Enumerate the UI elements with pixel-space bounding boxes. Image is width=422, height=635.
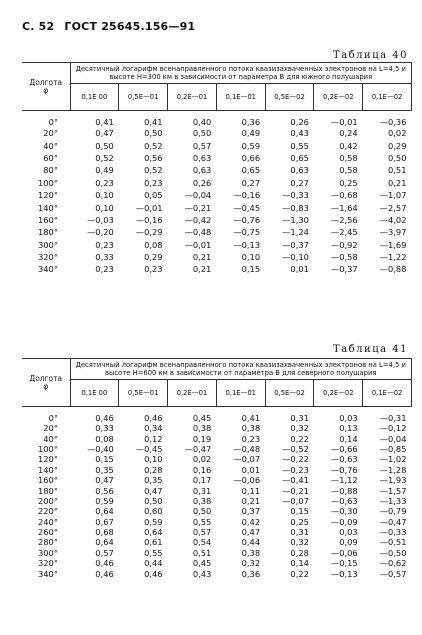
- longitude-cell: 180°: [38, 227, 58, 238]
- table-row: [22, 433, 412, 443]
- longitude-cell: 260°: [38, 527, 58, 538]
- value-cell: 0,50: [192, 128, 212, 139]
- value-cell: —0,57: [379, 568, 407, 579]
- value-cell: 0,23: [241, 433, 261, 444]
- longitude-cell: 80°: [43, 165, 58, 176]
- longitude-cell: 300°: [38, 239, 58, 250]
- value-cell: 0,10: [95, 202, 114, 213]
- value-cell: —0,01: [135, 202, 163, 213]
- parameter-column-header: 0,5E—02: [265, 84, 314, 111]
- value-cell: 0,57: [95, 547, 114, 558]
- table-row: [22, 537, 412, 547]
- longitude-symbol: φ: [43, 381, 49, 391]
- value-cell: 0,22: [290, 433, 309, 444]
- value-cell: —0,42: [184, 214, 212, 225]
- value-cell: 0,10: [95, 190, 114, 201]
- value-cell: 0,41: [95, 117, 114, 127]
- value-cell: 0,64: [144, 527, 163, 538]
- table-row: [22, 423, 412, 433]
- longitude-cell: 20°: [43, 423, 58, 434]
- value-cell: 0,31: [290, 413, 309, 423]
- page-number: С. 52: [22, 20, 55, 33]
- value-cell: —0,07: [233, 454, 261, 465]
- table-row: [22, 111, 412, 128]
- value-cell: 0,61: [144, 537, 163, 548]
- table-row: [22, 568, 412, 578]
- value-cell: 0,41: [144, 117, 163, 127]
- value-cell: 0,15: [95, 454, 114, 465]
- parameter-column-header: 0,2E—02: [314, 380, 363, 407]
- longitude-label: Долгота: [29, 373, 63, 383]
- standard-code: ГОСТ 25645.156—91: [64, 20, 196, 33]
- longitude-cell: 20°: [43, 128, 58, 139]
- value-cell: —1,64: [330, 202, 358, 213]
- value-cell: —1,69: [379, 239, 407, 250]
- longitude-cell: 120°: [38, 454, 58, 465]
- value-cell: 0,64: [95, 537, 114, 548]
- table-row: [22, 485, 412, 495]
- value-cell: 0,45: [192, 413, 212, 423]
- value-cell: —4,02: [379, 214, 407, 225]
- value-cell: 0,43: [290, 128, 309, 139]
- value-cell: —0,52: [282, 443, 309, 454]
- parameter-column-header: 0,5E—02: [265, 380, 314, 407]
- value-cell: 0,38: [241, 423, 261, 434]
- value-cell: 0,43: [192, 568, 212, 579]
- value-cell: 0,29: [388, 140, 407, 151]
- value-cell: 0,28: [290, 547, 309, 558]
- value-cell: —0,29: [135, 227, 163, 238]
- table-row: [22, 444, 412, 454]
- value-cell: 0,08: [95, 433, 114, 444]
- table-row: [22, 496, 412, 506]
- value-cell: 0,57: [192, 140, 212, 151]
- value-cell: 0,21: [388, 177, 407, 188]
- table-row: [22, 127, 412, 139]
- value-cell: 0,56: [95, 485, 114, 496]
- value-cell: —0,75: [233, 227, 261, 238]
- value-cell: 0,50: [95, 140, 114, 151]
- value-cell: 0,32: [290, 423, 309, 434]
- table-41: [22, 358, 412, 579]
- longitude-header: [22, 63, 70, 111]
- value-cell: —1,33: [379, 495, 407, 506]
- value-cell: 0,14: [290, 558, 309, 569]
- value-cell: 0,28: [144, 464, 163, 475]
- value-cell: —0,36: [379, 117, 407, 127]
- longitude-cell: 40°: [43, 433, 58, 444]
- value-cell: 0,55: [144, 547, 163, 558]
- value-cell: —0,33: [379, 527, 407, 538]
- value-cell: 0,41: [241, 413, 261, 423]
- value-cell: —0,16: [135, 214, 163, 225]
- value-cell: —1,28: [379, 464, 407, 475]
- table-row: [22, 214, 412, 226]
- value-cell: 0,25: [290, 516, 309, 527]
- parameter-column-header: 0,1E—02: [363, 84, 412, 111]
- value-cell: —0,06: [330, 547, 358, 558]
- value-cell: 0,35: [95, 464, 114, 475]
- value-cell: —0,47: [184, 443, 212, 454]
- value-cell: 0,23: [95, 239, 114, 250]
- value-cell: —0,68: [330, 190, 358, 201]
- value-cell: —0,47: [379, 516, 407, 527]
- page-header: [22, 20, 195, 33]
- value-cell: —0,01: [330, 117, 358, 127]
- longitude-cell: 140°: [38, 202, 58, 213]
- value-cell: 0,11: [241, 485, 261, 496]
- value-cell: 0,23: [144, 264, 163, 275]
- value-cell: 0,27: [241, 177, 261, 188]
- value-cell: 0,50: [144, 128, 163, 139]
- value-cell: —0,13: [233, 239, 261, 250]
- value-cell: 0,42: [241, 516, 261, 527]
- value-cell: —0,04: [184, 190, 212, 201]
- value-cell: 0,44: [241, 537, 261, 548]
- value-cell: 0,59: [241, 140, 261, 151]
- value-cell: 0,21: [192, 252, 212, 263]
- table-row: [22, 475, 412, 485]
- longitude-cell: 100°: [38, 443, 58, 454]
- value-cell: 0,52: [144, 140, 163, 151]
- longitude-symbol: φ: [43, 85, 49, 95]
- parameter-column-header: 0,2E—01: [168, 380, 217, 407]
- value-cell: —1,93: [379, 475, 407, 486]
- value-cell: 0,47: [95, 475, 114, 486]
- value-cell: 0,54: [192, 537, 212, 548]
- value-cell: —0,48: [184, 227, 212, 238]
- table-row: [22, 177, 412, 189]
- value-cell: 0,38: [192, 423, 212, 434]
- value-cell: —0,04: [379, 433, 407, 444]
- table-row: [22, 454, 412, 464]
- longitude-cell: 120°: [38, 190, 58, 201]
- value-cell: 0,25: [339, 177, 358, 188]
- value-cell: 0,16: [192, 464, 212, 475]
- longitude-cell: 340°: [38, 568, 58, 579]
- parameter-column-header: 0,1E—02: [363, 380, 412, 407]
- value-cell: 0,50: [192, 506, 212, 517]
- table-row: [22, 139, 412, 151]
- value-cell: 0,02: [192, 454, 212, 465]
- value-cell: 0,09: [339, 537, 358, 548]
- value-cell: 0,57: [192, 527, 212, 538]
- value-cell: 0,37: [241, 506, 261, 517]
- value-cell: 0,36: [241, 568, 261, 579]
- table-41-caption: Таблица 41: [333, 344, 408, 355]
- value-cell: —0,58: [330, 252, 358, 263]
- value-cell: 0,31: [192, 485, 212, 496]
- longitude-cell: 160°: [38, 214, 58, 225]
- value-cell: —0,50: [379, 547, 407, 558]
- longitude-cell: 320°: [38, 558, 58, 569]
- longitude-cell: 340°: [38, 264, 58, 275]
- parameter-column-header: 0,2E—02: [314, 84, 363, 111]
- value-cell: 0,02: [388, 128, 407, 139]
- value-cell: 0,01: [290, 264, 309, 275]
- value-cell: 0,47: [95, 128, 114, 139]
- value-cell: 0,52: [95, 152, 114, 163]
- value-cell: —2,56: [330, 214, 358, 225]
- value-cell: —0,51: [379, 537, 407, 548]
- table-row: [22, 189, 412, 201]
- value-cell: —2,57: [379, 202, 407, 213]
- value-cell: 0,23: [95, 177, 114, 188]
- table-row: [22, 506, 412, 516]
- value-cell: 0,23: [95, 264, 114, 275]
- value-cell: 0,64: [95, 506, 114, 517]
- value-cell: —0,23: [282, 464, 309, 475]
- value-cell: —0,37: [330, 264, 358, 275]
- value-cell: 0,13: [339, 423, 358, 434]
- value-cell: 0,44: [144, 558, 163, 569]
- table-row: [22, 164, 412, 176]
- longitude-cell: 40°: [43, 140, 58, 151]
- table-row: [22, 152, 412, 164]
- value-cell: 0,47: [241, 527, 261, 538]
- longitude-cell: 220°: [38, 506, 58, 517]
- table-40: [22, 62, 412, 276]
- value-cell: —0,12: [379, 423, 407, 434]
- longitude-cell: 200°: [38, 495, 58, 506]
- value-cell: 0,46: [95, 558, 114, 569]
- value-cell: —0,48: [233, 443, 261, 454]
- value-cell: —0,01: [184, 239, 212, 250]
- table-40-caption: Таблица 40: [333, 50, 408, 61]
- value-cell: —0,63: [330, 454, 358, 465]
- value-cell: —1,02: [379, 454, 407, 465]
- value-cell: —0,10: [282, 252, 309, 263]
- longitude-label: Долгота: [29, 77, 63, 87]
- longitude-cell: 280°: [38, 537, 58, 548]
- parameter-column-header: 0,1E—01: [216, 380, 265, 407]
- value-cell: —0,66: [330, 443, 358, 454]
- value-cell: —0,33: [282, 190, 309, 201]
- value-cell: 0,38: [241, 547, 261, 558]
- value-cell: 0,15: [290, 506, 309, 517]
- value-cell: 0,36: [241, 117, 261, 127]
- value-cell: —0,79: [379, 506, 407, 517]
- parameter-column-header: 0,1E 00: [70, 380, 119, 407]
- value-cell: 0,67: [95, 516, 114, 527]
- parameter-column-header: 0,1E—01: [216, 84, 265, 111]
- value-cell: —1,12: [330, 475, 358, 486]
- value-cell: —1,22: [379, 252, 407, 263]
- value-cell: 0,01: [241, 464, 261, 475]
- value-cell: —0,07: [282, 495, 309, 506]
- value-cell: 0,55: [290, 140, 309, 151]
- value-cell: 0,63: [290, 165, 309, 176]
- longitude-cell: 0°: [48, 117, 58, 127]
- value-cell: 0,22: [290, 568, 309, 579]
- value-cell: 0,46: [144, 568, 163, 579]
- value-cell: —0,92: [330, 239, 358, 250]
- longitude-cell: 100°: [38, 177, 58, 188]
- value-cell: 0,49: [241, 128, 261, 139]
- table-row: [22, 201, 412, 213]
- value-cell: —3,97: [379, 227, 407, 238]
- value-cell: 0,63: [192, 152, 212, 163]
- value-cell: —0,40: [87, 443, 114, 454]
- longitude-cell: 140°: [38, 464, 58, 475]
- parameter-column-header: 0,2E—01: [168, 84, 217, 111]
- value-cell: 0,23: [144, 177, 163, 188]
- value-cell: —1,30: [282, 214, 309, 225]
- value-cell: —0,76: [330, 464, 358, 475]
- table-row: [22, 465, 412, 475]
- longitude-cell: 320°: [38, 252, 58, 263]
- value-cell: 0,32: [290, 537, 309, 548]
- value-cell: —0,30: [330, 506, 358, 517]
- value-cell: 0,15: [241, 264, 261, 275]
- value-cell: —1,07: [379, 190, 407, 201]
- table-title-header: Десятичный логарифм всенаправленного потока квазизахваченных электронов на L=4,5 и высоте H=600 км в зависимости от параметра B для северного полушария: [70, 359, 412, 380]
- value-cell: 0,19: [192, 433, 212, 444]
- value-cell: 0,65: [290, 152, 309, 163]
- value-cell: 0,47: [144, 485, 163, 496]
- value-cell: —0,83: [282, 202, 309, 213]
- value-cell: 0,50: [144, 495, 163, 506]
- value-cell: —1,24: [282, 227, 309, 238]
- value-cell: —1,57: [379, 485, 407, 496]
- value-cell: 0,35: [144, 475, 163, 486]
- value-cell: 0,03: [339, 527, 358, 538]
- value-cell: —0,88: [379, 264, 407, 275]
- table-row: [22, 407, 412, 424]
- value-cell: 0,12: [144, 433, 163, 444]
- longitude-cell: 0°: [48, 413, 58, 423]
- value-cell: 0,51: [192, 547, 212, 558]
- value-cell: 0,66: [241, 152, 261, 163]
- table-row: [22, 239, 412, 251]
- value-cell: —0,03: [87, 214, 114, 225]
- parameter-column-header: 0,5E—01: [119, 380, 168, 407]
- value-cell: 0,59: [144, 516, 163, 527]
- value-cell: 0,56: [144, 152, 163, 163]
- value-cell: 0,03: [339, 413, 358, 423]
- value-cell: 0,10: [241, 252, 261, 263]
- value-cell: —0,45: [233, 202, 261, 213]
- value-cell: 0,68: [95, 527, 114, 538]
- longitude-header: [22, 359, 70, 407]
- value-cell: 0,21: [192, 264, 212, 275]
- value-cell: 0,55: [192, 516, 212, 527]
- value-cell: —0,41: [282, 475, 309, 486]
- table-row: [22, 527, 412, 537]
- table-title-header: Десятичный логарифм всенаправленного потока квазизахваченных электронов на L=4,5 и высоте H=300 км в зависимости от параметра B для южного полушария: [70, 63, 412, 84]
- value-cell: 0,52: [144, 165, 163, 176]
- value-cell: 0,24: [339, 128, 358, 139]
- value-cell: —0,45: [135, 443, 163, 454]
- value-cell: 0,32: [241, 558, 261, 569]
- value-cell: 0,58: [339, 152, 358, 163]
- value-cell: 0,17: [192, 475, 212, 486]
- value-cell: 0,45: [192, 558, 212, 569]
- value-cell: —0,09: [330, 516, 358, 527]
- parameter-column-header: 0,1E 00: [70, 84, 119, 111]
- value-cell: 0,50: [388, 152, 407, 163]
- value-cell: 0,38: [192, 495, 212, 506]
- value-cell: —0,63: [330, 495, 358, 506]
- value-cell: —0,22: [282, 454, 309, 465]
- value-cell: —0,76: [233, 214, 261, 225]
- longitude-cell: 160°: [38, 475, 58, 486]
- value-cell: 0,59: [95, 495, 114, 506]
- value-cell: 0,08: [144, 239, 163, 250]
- value-cell: —0,15: [330, 558, 358, 569]
- value-cell: 0,33: [95, 252, 114, 263]
- value-cell: 0,46: [95, 413, 114, 423]
- value-cell: —0,06: [233, 475, 261, 486]
- value-cell: —0,31: [379, 413, 407, 423]
- value-cell: 0,63: [192, 165, 212, 176]
- value-cell: —2,45: [330, 227, 358, 238]
- longitude-cell: 180°: [38, 485, 58, 496]
- value-cell: 0,14: [339, 433, 358, 444]
- longitude-cell: 60°: [43, 152, 58, 163]
- value-cell: 0,21: [241, 495, 261, 506]
- value-cell: 0,65: [241, 165, 261, 176]
- table-row: [22, 226, 412, 238]
- value-cell: 0,26: [290, 117, 309, 127]
- value-cell: 0,05: [144, 190, 163, 201]
- value-cell: 0,33: [95, 423, 114, 434]
- value-cell: —0,20: [87, 227, 114, 238]
- longitude-cell: 240°: [38, 516, 58, 527]
- table-row: [22, 517, 412, 527]
- value-cell: —0,16: [233, 190, 261, 201]
- value-cell: 0,27: [290, 177, 309, 188]
- value-cell: 0,49: [95, 165, 114, 176]
- value-cell: 0,26: [192, 177, 212, 188]
- value-cell: —0,37: [282, 239, 309, 250]
- table-row: [22, 548, 412, 558]
- value-cell: 0,29: [144, 252, 163, 263]
- value-cell: —0,62: [379, 558, 407, 569]
- table-row: [22, 558, 412, 568]
- table-row: [22, 263, 412, 275]
- value-cell: 0,46: [144, 413, 163, 423]
- value-cell: —0,21: [282, 485, 309, 496]
- value-cell: 0,40: [192, 117, 212, 127]
- value-cell: 0,51: [388, 165, 407, 176]
- value-cell: 0,58: [339, 165, 358, 176]
- value-cell: —0,13: [330, 568, 358, 579]
- value-cell: 0,10: [144, 454, 163, 465]
- value-cell: —0,88: [330, 485, 358, 496]
- value-cell: —0,21: [184, 202, 212, 213]
- value-cell: 0,60: [144, 506, 163, 517]
- value-cell: 0,34: [144, 423, 163, 434]
- table-row: [22, 251, 412, 263]
- value-cell: 0,42: [339, 140, 358, 151]
- value-cell: 0,31: [290, 527, 309, 538]
- longitude-cell: 300°: [38, 547, 58, 558]
- value-cell: —0,85: [379, 443, 407, 454]
- value-cell: 0,46: [95, 568, 114, 579]
- parameter-column-header: 0,5E—01: [119, 84, 168, 111]
